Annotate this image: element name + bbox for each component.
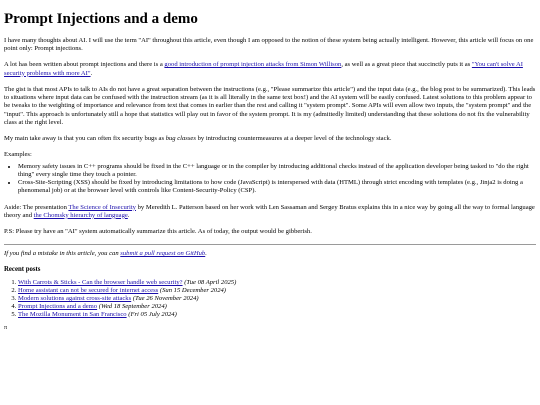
list-item: [18, 311, 536, 319]
list-item: • Cross-Site-Scripting (XSS) should be fixed by introducing limitations to how code (JavaScript) is interspersed with data (HTML) through strict encoding with templates (e.g., Jinja2 is doing a phenomenal job) or at the browser level with controls like Content-Security-Policy (CSP).: [18, 179, 536, 195]
list-item: [18, 279, 536, 287]
post-date: (Wed 18 September 2024): [98, 303, 167, 311]
text-span: by introducing countermeasures at a deeper level of the technology stack.: [195, 135, 392, 143]
text-span: .: [90, 69, 93, 77]
post-date: (Tue 26 November 2024): [132, 295, 199, 302]
recent-posts-list: [4, 279, 536, 319]
list-item: [18, 303, 536, 311]
recent-post-link[interactable]: Home assistant can not be secured for internet access: [18, 286, 159, 294]
cant-solve-ai-link[interactable]: "You can't solve AI security problems with more AI": [4, 61, 523, 77]
list-item: [18, 295, 536, 303]
text-span: If you find a mistake in this article, you can: [4, 250, 121, 258]
list-item: • Memory safety issues in C++ programs should be fixed in the C++ language or in the compiler by introducing additional checks instead of the application developer being tasked to "do the right thing" every single time they touch a pointer.: [18, 163, 536, 179]
pi-link[interactable]: π: [4, 325, 8, 332]
recent-post-link[interactable]: Modern solutions against cross-site attacks: [18, 295, 132, 302]
footer-note: [4, 250, 536, 258]
post-date: (Tue 08 April 2025): [184, 278, 237, 286]
recent-posts-heading: Recent posts: [4, 266, 41, 274]
github-pr-link[interactable]: submit a pull request on GitHub: [120, 250, 206, 258]
intro-paragraph: I have many thoughts about AI. I will use the term "AI" throughout this article, even though I am opposed to the notion of these system being actually intelligent. However, this article will focus on one point only: Prompt injections.: [4, 37, 534, 53]
text-span: A lot has been written about prompt injections and there is a: [4, 61, 165, 69]
list-item: [18, 287, 536, 295]
chomsky-hierarchy-link[interactable]: the Chomsky hierarchy of language: [33, 211, 128, 219]
recent-post-link[interactable]: The Mozilla Monument in San Francisco: [18, 311, 127, 319]
simon-willison-link[interactable]: good introduction of prompt injection attacks from Simon Willison: [164, 61, 342, 69]
examples-label: Examples:: [4, 151, 32, 159]
post-date: (Sun 15 December 2024): [159, 286, 227, 294]
text-span: Aside: The presentation: [4, 203, 69, 211]
ps-paragraph: P.S: Please try have an "AI" system automatically summarize this article. As of today, the output would be gibberish.: [4, 227, 312, 235]
post-date: (Fri 05 July 2024): [128, 311, 177, 319]
text-span: .: [127, 211, 130, 219]
examples-list: [4, 163, 536, 196]
aside-paragraph: [4, 204, 536, 220]
text-span: My main take away is that you can often fix security bugs as: [4, 135, 166, 143]
text-span: by Meredith L. Patterson based on her work with Len Sassaman and Sergey Bratus explains this in a nice way by going all the way to formal language theory and: [4, 203, 535, 219]
gist-paragraph: The gist is that most APIs to talk to AIs do not have a great separation between the instructions (e.g., "Please summarize this article") and the input data (e.g., the blog post to be summarized). This leads to situations where input data can be confused with the instruction stream (as it is all literally in the same text box!) and the AI system will be easily confused. Latest solutions to this problem appear to be tweaks to the weighting of importance and relevance from text that comes in earlier than the rest and calling it "system prompt". Some APIs will even allow two inputs, the "system prompt" and the "input". This approach is unfortunately still a hope that statistics will play out in favor of the system prompt. It is my (admittedly limited) understanding that these solutions do not fix the vulnerability class at the right level.: [4, 85, 536, 126]
page-title: Prompt Injections and a demo: [4, 11, 198, 27]
science-of-insecurity-link[interactable]: The Science of Insecurity: [68, 203, 136, 211]
divider: [4, 244, 536, 245]
takeaway-paragraph: [4, 135, 536, 143]
text-span: .: [205, 250, 207, 258]
references-paragraph: [4, 61, 536, 77]
recent-post-link[interactable]: With Carrots & Sticks - Can the browser handle web security?: [18, 278, 183, 286]
emphasis: bug classes: [165, 135, 196, 143]
text-span: , as well as a great piece that succinctly puts it as: [341, 61, 472, 69]
recent-post-link[interactable]: Prompt Injections and a demo: [18, 303, 98, 311]
